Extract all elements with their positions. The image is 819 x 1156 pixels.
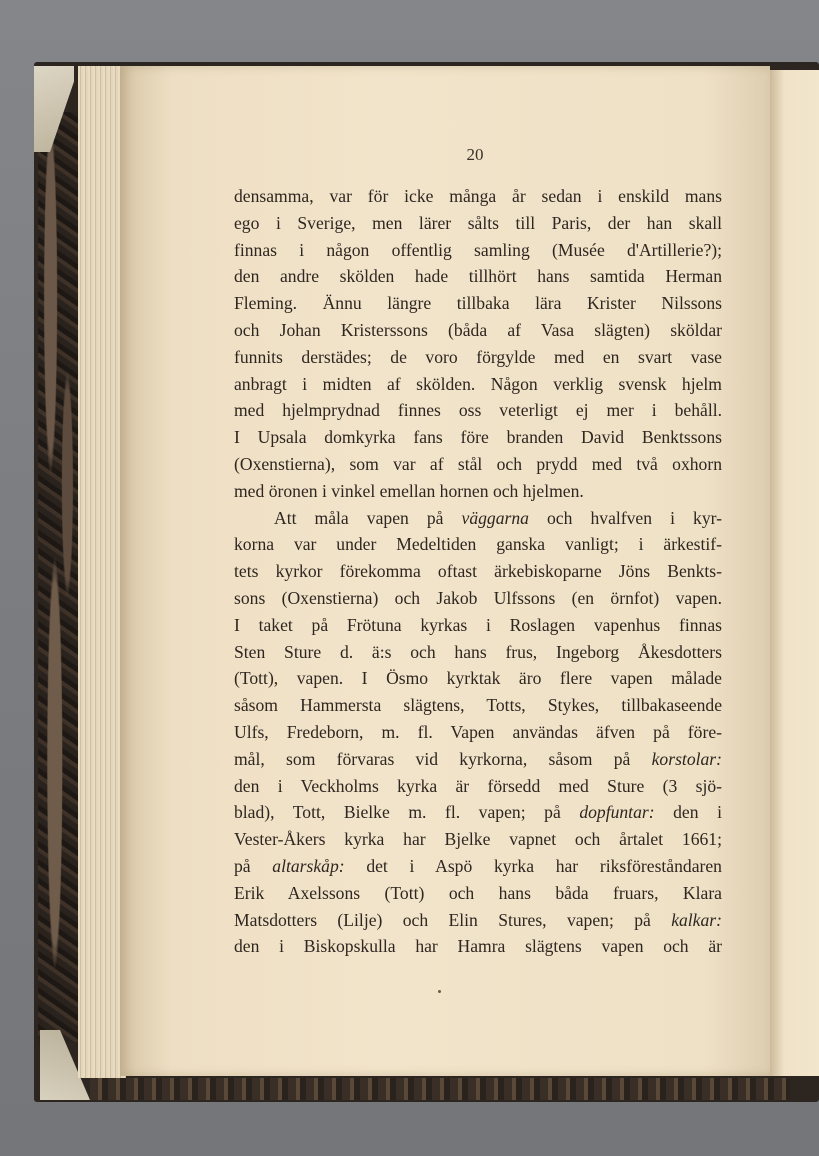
- text-line: Erik Axelssons (Tott) och hans båda fruars, Klara: [234, 882, 722, 903]
- text-line: sons (Oxenstierna) och Jakob Ulfssons (en örnfot) vapen.: [234, 587, 722, 608]
- cover-bottom-edge: [90, 1078, 790, 1100]
- text-line: Matsdotters (Lilje) och Elin Stures, vapen; på kalkar:: [234, 909, 722, 930]
- text-line: (Tott), vapen. I Ösmo kyrktak äro flere vapen målade: [234, 668, 722, 689]
- text-line: såsom Hammersta slägtens, Totts, Stykes, tillbakaseende: [234, 695, 722, 716]
- page-number: 20: [466, 145, 484, 164]
- text-line: Sten Sture d. ä:s och hans frus, Ingeborg Åkesdotters: [234, 641, 722, 662]
- text-line: anbragt i midten af skölden. Någon verklig svensk hjelm: [234, 373, 722, 394]
- text-line: blad), Tott, Bielke m. fl. vapen; på dopfuntar: den i: [234, 802, 722, 823]
- marbled-cover-edge: [38, 112, 80, 1042]
- text-line: mål, som förvaras vid kyrkorna, såsom på korstolar:: [234, 748, 722, 769]
- text-line: med hjelmprydnad finnes oss veterligt ej mer i behåll.: [234, 400, 722, 421]
- page-stack-edges: [78, 66, 126, 1078]
- text-line: I taket på Frötuna kyrkas i Roslagen vapenhus finnas: [234, 614, 722, 635]
- text-line: den i Veckholms kyrka är försedd med Sture (3 sjö-: [234, 775, 722, 796]
- page-text: [234, 183, 722, 960]
- paper-speck: [438, 990, 441, 993]
- text-line: densamma, var för icke många år sedan i enskild mans: [234, 186, 722, 206]
- text-line: den i Biskopskulla har Hamra slägtens vapen och är: [234, 936, 722, 957]
- text-line: finnas i någon offentlig samling (Musée d'Artillerie?);: [234, 239, 722, 260]
- text-line: med öronen i vinkel emellan hornen och hjelmen.: [234, 480, 584, 501]
- text-line: och Johan Kristerssons (båda af Vasa slägten) sköldar: [234, 319, 722, 340]
- text-line: Att måla vapen på väggarna och hvalfven i kyr-: [274, 507, 722, 528]
- text-line: Ulfs, Fredeborn, m. fl. Vapen användas äfven på före-: [234, 721, 722, 742]
- text-line: ego i Sverige, men lärer sålts till Paris, der han skall: [234, 212, 722, 233]
- text-line: funnits derstädes; de voro förgylde med en svart vase: [234, 346, 722, 367]
- facing-page-edge: [768, 70, 819, 1076]
- text-line: (Oxenstierna), som var af stål och prydd med två oxhorn: [234, 453, 722, 474]
- text-line: den andre skölden hade tillhört hans samtida Herman: [234, 266, 722, 287]
- text-line: I Upsala domkyrka fans före branden David Benktssons: [234, 427, 722, 448]
- text-line: Fleming. Ännu längre tillbaka lära Krister Nilssons: [234, 293, 722, 314]
- text-line: på altarskåp: det i Aspö kyrka har riksföreståndaren: [234, 855, 722, 876]
- text-line: Vester-Åkers kyrka har Bjelke vapnet och årtalet 1661;: [234, 829, 722, 850]
- text-line: korna var under Medeltiden ganska vanligt; i ärkestif-: [234, 534, 722, 555]
- text-line: tets kyrkor förekomma oftast ärkebiskoparne Jöns Benkts-: [234, 561, 722, 582]
